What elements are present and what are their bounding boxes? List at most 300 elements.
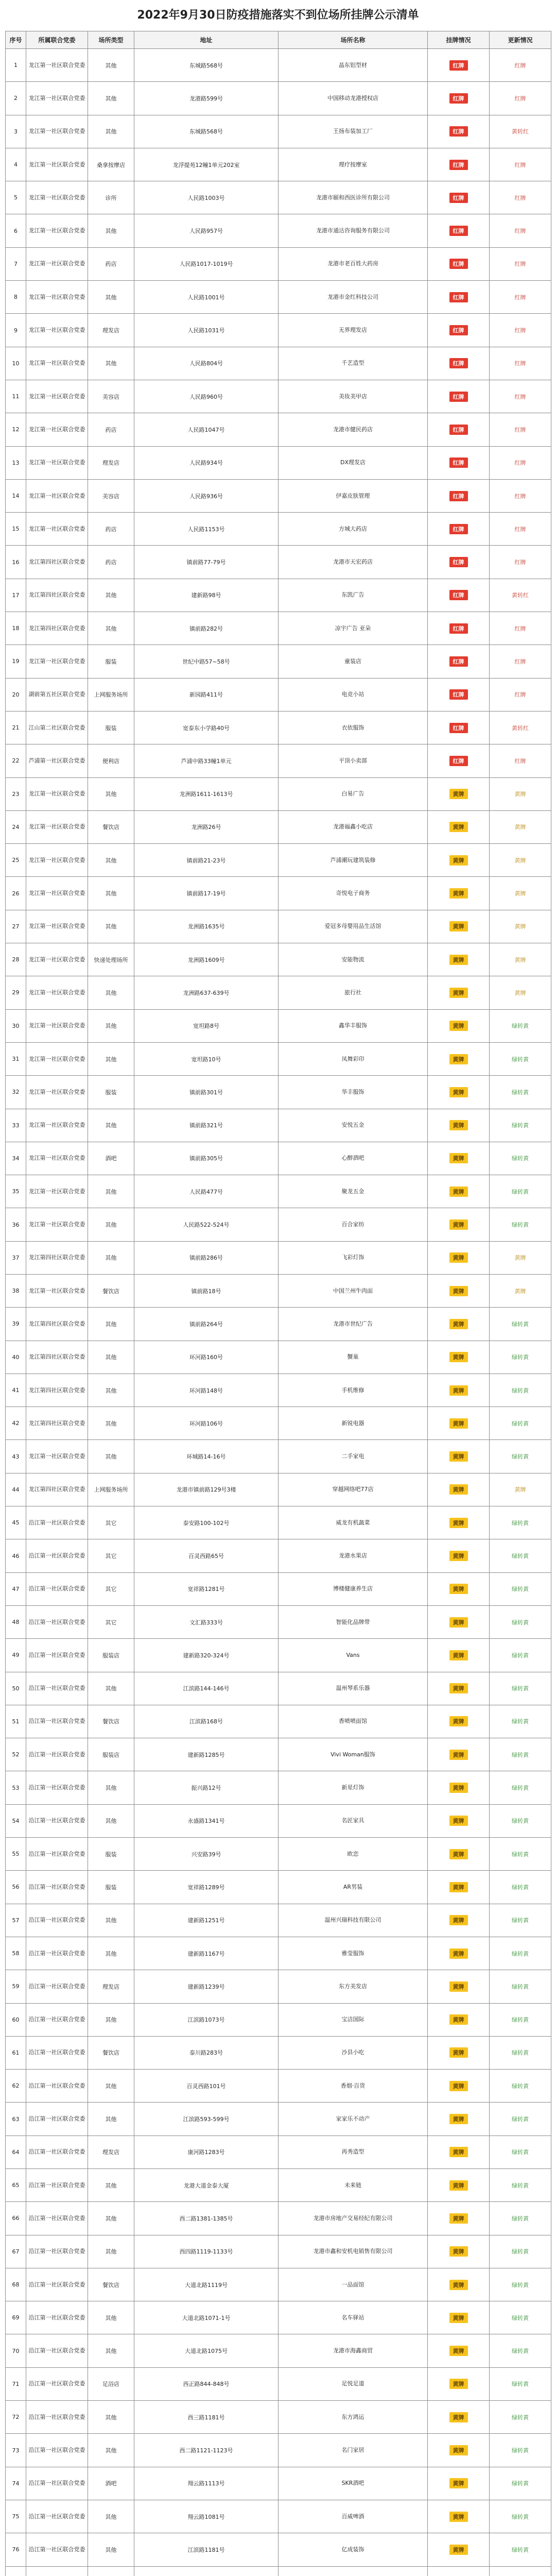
cell-name-text: Vans bbox=[346, 1651, 360, 1658]
cell-type bbox=[88, 2401, 134, 2434]
table-row bbox=[6, 1970, 551, 2003]
table-row bbox=[6, 810, 551, 843]
cell-no-text: 36 bbox=[12, 1221, 20, 1228]
cell-change bbox=[490, 1506, 551, 1539]
cell-name-text: 龙港市颐和西医诊所有限公司 bbox=[316, 194, 390, 201]
table-row bbox=[6, 2301, 551, 2334]
cell-type bbox=[88, 1175, 134, 1208]
cell-area-text: 沿江第一社区联合党委 bbox=[28, 2513, 85, 2520]
cell-area-text: 沿江第一社区联合党委 bbox=[28, 1917, 85, 1924]
cell-no bbox=[6, 711, 26, 744]
cell-no bbox=[6, 2401, 26, 2434]
cell-change-text: 绿转黄 bbox=[512, 1354, 529, 1361]
cell-type bbox=[88, 2500, 134, 2533]
cell-type-text: 其他 bbox=[105, 62, 117, 69]
cell-name bbox=[279, 645, 428, 678]
cell-area bbox=[26, 1175, 88, 1208]
cell-no bbox=[6, 281, 26, 314]
cell-name bbox=[279, 2169, 428, 2202]
yellow-badge: 黄牌 bbox=[449, 1484, 468, 1495]
cell-change-text: 绿转黄 bbox=[512, 2082, 529, 2090]
cell-name-text: 龙港市房地产交易经纪有限公司 bbox=[313, 2214, 393, 2222]
cell-address-text: 百灵西路101号 bbox=[186, 2082, 226, 2090]
cell-type bbox=[88, 678, 134, 711]
cell-type-text: 美容店 bbox=[102, 393, 119, 400]
cell-type bbox=[88, 1374, 134, 1406]
cell-change bbox=[490, 413, 551, 446]
cell-address-text: 东城路568号 bbox=[189, 62, 223, 69]
cell-type-text: 其他 bbox=[105, 1685, 117, 1692]
cell-area bbox=[26, 2301, 88, 2334]
cell-address-text: 龙港大道金泰大厦 bbox=[183, 2182, 229, 2189]
table-row bbox=[6, 1672, 551, 1705]
cell-name-text: 中国移动龙港授权店 bbox=[327, 94, 378, 101]
cell-change bbox=[490, 976, 551, 1009]
cell-type-text: 其他 bbox=[105, 2182, 117, 2189]
cell-name-text: 东凯广告 bbox=[341, 591, 364, 599]
cell-type bbox=[88, 1937, 134, 1970]
cell-name-text: DX理发店 bbox=[340, 459, 366, 466]
cell-type-text: 桑拿按摩店 bbox=[97, 161, 125, 168]
cell-no bbox=[6, 1308, 26, 1341]
cell-name-text: 温州琴系乐器 bbox=[336, 1685, 370, 1692]
cell-address bbox=[134, 214, 279, 247]
cell-type-text: 其他 bbox=[105, 2248, 117, 2256]
cell-name-text: 王扬布装加工厂 bbox=[333, 128, 373, 135]
cell-address-text: 人民路1001号 bbox=[187, 294, 225, 301]
yellow-badge: 黄牌 bbox=[449, 822, 468, 832]
cell-no-text: 71 bbox=[12, 2380, 20, 2387]
cell-address bbox=[134, 976, 279, 1009]
cell-change-text: 绿转黄 bbox=[512, 2546, 529, 2553]
cell-no-text: 29 bbox=[12, 989, 20, 996]
cell-no bbox=[6, 1937, 26, 1970]
cell-type-text: 服装店 bbox=[102, 1652, 119, 1659]
cell-address bbox=[134, 2070, 279, 2103]
cell-area bbox=[26, 347, 88, 380]
cell-badge bbox=[428, 1142, 490, 1175]
cell-change bbox=[490, 1804, 551, 1837]
table-row bbox=[6, 1076, 551, 1109]
cell-no-text: 16 bbox=[12, 558, 20, 566]
cell-address-text: 西二路1121-1123号 bbox=[179, 2447, 233, 2454]
cell-address bbox=[134, 2334, 279, 2367]
cell-name-text: 温州兴瑞科技有限公司 bbox=[324, 1917, 381, 1924]
cell-address-text: 环城路14-16号 bbox=[186, 1453, 226, 1461]
yellow-badge: 黄牌 bbox=[449, 2047, 468, 2058]
yellow-badge: 黄牌 bbox=[449, 2147, 468, 2157]
cell-address bbox=[134, 678, 279, 711]
cell-type bbox=[88, 2367, 134, 2400]
cell-badge bbox=[428, 2070, 490, 2103]
cell-change bbox=[490, 1672, 551, 1705]
cell-change-text: 红牌 bbox=[514, 393, 526, 400]
cell-address-text: 世纪中路57~58号 bbox=[182, 658, 230, 665]
cell-area bbox=[26, 1407, 88, 1440]
cell-badge bbox=[428, 1208, 490, 1241]
cell-area bbox=[26, 49, 88, 82]
cell-name bbox=[279, 1374, 428, 1406]
cell-no-text: 47 bbox=[12, 1585, 20, 1592]
cell-change bbox=[490, 1838, 551, 1871]
table-row bbox=[6, 2434, 551, 2467]
cell-area-text: 沿江第一社区联合党委 bbox=[28, 1950, 85, 1957]
cell-address-text: 西正路844-848号 bbox=[183, 2381, 230, 2388]
cell-type-text: 其它 bbox=[105, 1553, 117, 1560]
cell-no-text: 17 bbox=[12, 591, 20, 599]
cell-no-text: 58 bbox=[12, 1950, 20, 1957]
cell-address bbox=[134, 1970, 279, 2003]
yellow-badge: 黄牌 bbox=[449, 1617, 468, 1628]
cell-badge bbox=[428, 446, 490, 479]
cell-no bbox=[6, 877, 26, 910]
cell-no-text: 42 bbox=[12, 1420, 20, 1427]
table-row bbox=[6, 281, 551, 314]
cell-type-text: 药店 bbox=[105, 426, 117, 433]
cell-name bbox=[279, 413, 428, 446]
cell-badge bbox=[428, 2268, 490, 2301]
cell-type bbox=[88, 1042, 134, 1075]
cell-change-text: 绿转黄 bbox=[512, 2314, 529, 2321]
cell-area-text: 龙江第四社区联合党委 bbox=[28, 1353, 85, 1361]
cell-name bbox=[279, 810, 428, 843]
cell-no bbox=[6, 380, 26, 413]
cell-badge bbox=[428, 1672, 490, 1705]
cell-name bbox=[279, 2003, 428, 2036]
cell-address-text: 镇前路18号 bbox=[191, 1287, 221, 1295]
cell-change-text: 黄牌 bbox=[514, 890, 526, 897]
table-row bbox=[6, 2169, 551, 2202]
cell-area-text: 龙江第一社区联合党委 bbox=[28, 194, 85, 201]
cell-name bbox=[279, 1738, 428, 1771]
cell-badge bbox=[428, 479, 490, 512]
cell-no-text: 40 bbox=[12, 1353, 20, 1361]
cell-badge bbox=[428, 214, 490, 247]
cell-name-text: 凉宇广告 亚朵 bbox=[335, 624, 371, 632]
cell-no bbox=[6, 1506, 26, 1539]
cell-type-text: 其它 bbox=[105, 1519, 117, 1527]
cell-no-text: 24 bbox=[12, 823, 20, 831]
cell-type-text: 其他 bbox=[105, 857, 117, 864]
cell-badge bbox=[428, 943, 490, 976]
table-row bbox=[6, 2268, 551, 2301]
cell-change bbox=[490, 678, 551, 711]
cell-name bbox=[279, 479, 428, 512]
cell-change-text: 绿转黄 bbox=[512, 1950, 529, 1957]
cell-name-text: 中国兰州牛肉面 bbox=[333, 1287, 373, 1294]
cell-change bbox=[490, 115, 551, 148]
cell-address bbox=[134, 1308, 279, 1341]
yellow-badge: 黄牌 bbox=[449, 2445, 468, 2455]
cell-change-text: 黄牌 bbox=[514, 1255, 526, 1262]
cell-area-text: 沿江第一社区联合党委 bbox=[28, 1618, 85, 1625]
cell-area-text: 湖前第五社区联合党委 bbox=[28, 691, 85, 698]
cell-change-text: 黄牌 bbox=[514, 989, 526, 996]
cell-badge bbox=[428, 2169, 490, 2202]
cell-area-text: 沿江第一社区联合党委 bbox=[28, 2082, 85, 2089]
cell-address-text: 人民路1017-1019号 bbox=[179, 261, 233, 268]
cell-name bbox=[279, 1274, 428, 1307]
cell-type-text: 服装 bbox=[105, 724, 117, 732]
cell-address-text: 镇前路286号 bbox=[189, 1255, 223, 1262]
cell-address bbox=[134, 181, 279, 214]
cell-area bbox=[26, 744, 88, 777]
cell-address bbox=[134, 744, 279, 777]
cell-name bbox=[279, 1705, 428, 1738]
cell-area-text: 龙江第一社区联合党委 bbox=[28, 1022, 85, 1029]
cell-name-text: 爱冠多母婴用品生活馆 bbox=[324, 923, 381, 930]
cell-change-text: 绿转黄 bbox=[512, 2414, 529, 2421]
cell-name-text: 龙港市通达咨询服务有限公司 bbox=[316, 227, 390, 234]
cell-type-text: 便利店 bbox=[102, 757, 119, 765]
cell-badge bbox=[428, 513, 490, 546]
cell-type bbox=[88, 744, 134, 777]
cell-change-text: 红牌 bbox=[514, 625, 526, 632]
red-badge: 红牌 bbox=[449, 226, 468, 236]
cell-name-text: 理疗按摩室 bbox=[339, 161, 367, 168]
cell-area-text: 龙江第一社区联合党委 bbox=[28, 525, 85, 532]
cell-type bbox=[88, 1109, 134, 1142]
cell-type bbox=[88, 2467, 134, 2500]
cell-area bbox=[26, 281, 88, 314]
cell-type bbox=[88, 2103, 134, 2136]
cell-change bbox=[490, 148, 551, 181]
cell-name bbox=[279, 2334, 428, 2367]
cell-no-text: 34 bbox=[12, 1155, 20, 1162]
cell-area bbox=[26, 579, 88, 612]
cell-name bbox=[279, 2136, 428, 2168]
cell-type bbox=[88, 1639, 134, 1672]
cell-type-text: 餐饮店 bbox=[102, 2281, 119, 2289]
cell-type bbox=[88, 2566, 134, 2576]
cell-no bbox=[6, 1440, 26, 1473]
cell-type-text: 其他 bbox=[105, 1387, 117, 1394]
cell-change-text: 绿转黄 bbox=[512, 2182, 529, 2189]
cell-no-text: 76 bbox=[12, 2546, 20, 2553]
cell-name bbox=[279, 1208, 428, 1241]
table-row bbox=[6, 579, 551, 612]
cell-address bbox=[134, 877, 279, 910]
cell-badge bbox=[428, 2500, 490, 2533]
table-row bbox=[6, 645, 551, 678]
cell-no-text: 61 bbox=[12, 2049, 20, 2056]
cell-no bbox=[6, 645, 26, 678]
cell-address bbox=[134, 1672, 279, 1705]
header-address: 地址 bbox=[134, 31, 279, 49]
cell-area-text: 龙江第一社区联合党委 bbox=[28, 327, 85, 334]
cell-area bbox=[26, 2533, 88, 2566]
cell-name-text: 龙港水果店 bbox=[339, 1552, 367, 1559]
cell-address-text: 镇前路17-19号 bbox=[186, 890, 226, 897]
cell-name-text: 威龙有机蔬菜 bbox=[336, 1519, 370, 1526]
cell-type-text: 其他 bbox=[105, 2348, 117, 2355]
cell-area bbox=[26, 1771, 88, 1804]
cell-area-text: 龙江第一社区联合党委 bbox=[28, 1221, 85, 1228]
cell-no-text: 70 bbox=[12, 2347, 20, 2354]
cell-no bbox=[6, 777, 26, 810]
table-row bbox=[6, 2003, 551, 2036]
cell-change-text: 红牌 bbox=[514, 261, 526, 268]
cell-no-text: 18 bbox=[12, 625, 20, 632]
cell-address-text: 镇前路301号 bbox=[189, 1089, 223, 1096]
cell-type-text: 其他 bbox=[105, 2016, 117, 2024]
cell-change bbox=[490, 2036, 551, 2069]
cell-no bbox=[6, 1274, 26, 1307]
cell-name-text: 雅莹服饰 bbox=[341, 1950, 364, 1957]
cell-change bbox=[490, 645, 551, 678]
cell-area-text: 龙江第一社区联合党委 bbox=[28, 1055, 85, 1062]
cell-change-text: 黄转红 bbox=[512, 724, 529, 732]
yellow-badge: 黄牌 bbox=[449, 2512, 468, 2522]
cell-change bbox=[490, 1341, 551, 1374]
cell-type-text: 其他 bbox=[105, 2447, 117, 2454]
cell-type-text: 其他 bbox=[105, 1320, 117, 1328]
cell-area bbox=[26, 1341, 88, 1374]
cell-no-text: 35 bbox=[12, 1188, 20, 1195]
cell-change-text: 绿转黄 bbox=[512, 1652, 529, 1659]
cell-no-text: 7 bbox=[14, 260, 18, 267]
cell-type bbox=[88, 214, 134, 247]
cell-area-text: 沿江第一社区联合党委 bbox=[28, 1982, 85, 1990]
cell-name bbox=[279, 2533, 428, 2566]
yellow-badge: 黄牌 bbox=[449, 1716, 468, 1726]
cell-no bbox=[6, 479, 26, 512]
cell-change bbox=[490, 1308, 551, 1341]
cell-change-text: 黄牌 bbox=[514, 956, 526, 963]
cell-change-text: 红牌 bbox=[514, 559, 526, 566]
cell-no bbox=[6, 1109, 26, 1142]
cell-badge bbox=[428, 2566, 490, 2576]
cell-type-text: 药店 bbox=[105, 559, 117, 566]
cell-address-text: 人民路1153号 bbox=[187, 526, 225, 533]
cell-no bbox=[6, 181, 26, 214]
cell-change-text: 绿转黄 bbox=[512, 1023, 529, 1030]
cell-change-text: 绿转黄 bbox=[512, 2381, 529, 2388]
cell-name-text: 平顶小卖部 bbox=[339, 757, 367, 764]
cell-no bbox=[6, 115, 26, 148]
cell-name-text: 电竞小站 bbox=[341, 691, 364, 698]
cell-change bbox=[490, 2202, 551, 2235]
cell-change bbox=[490, 1208, 551, 1241]
cell-area bbox=[26, 314, 88, 347]
table-row bbox=[6, 1308, 551, 1341]
cell-badge bbox=[428, 247, 490, 280]
cell-area bbox=[26, 1738, 88, 1771]
table-row bbox=[6, 2103, 551, 2136]
cell-no-text: 68 bbox=[12, 2281, 20, 2289]
cell-type-text: 酒吧 bbox=[105, 1155, 117, 1162]
cell-area-text: 沿江第一社区联合党委 bbox=[28, 1552, 85, 1559]
cell-no-text: 8 bbox=[14, 294, 18, 301]
cell-area-text: 龙江第一社区联合党委 bbox=[28, 260, 85, 267]
cell-no-text: 46 bbox=[12, 1552, 20, 1560]
cell-address bbox=[134, 115, 279, 148]
cell-area bbox=[26, 1440, 88, 1473]
cell-change-text: 绿转黄 bbox=[512, 1155, 529, 1162]
cell-no bbox=[6, 247, 26, 280]
cell-area bbox=[26, 1274, 88, 1307]
cell-no-text: 31 bbox=[12, 1056, 20, 1063]
cell-area-text: 沿江第一社区联合党委 bbox=[28, 2314, 85, 2321]
cell-address bbox=[134, 546, 279, 579]
cell-address bbox=[134, 1440, 279, 1473]
cell-address-text: 人民路1003号 bbox=[187, 194, 225, 201]
cell-badge bbox=[428, 281, 490, 314]
cell-no bbox=[6, 1142, 26, 1175]
cell-change bbox=[490, 2136, 551, 2168]
cell-name-text: 沙县小吃 bbox=[341, 2049, 364, 2056]
cell-address bbox=[134, 1506, 279, 1539]
cell-change-text: 红牌 bbox=[514, 62, 526, 69]
cell-type bbox=[88, 281, 134, 314]
cell-change-text: 红牌 bbox=[514, 658, 526, 665]
cell-no bbox=[6, 314, 26, 347]
cell-address-text: 龙港路599号 bbox=[189, 95, 223, 102]
yellow-badge: 黄牌 bbox=[449, 1683, 468, 1693]
table-row bbox=[6, 413, 551, 446]
cell-address-text: 文汇路333号 bbox=[189, 1619, 223, 1626]
cell-name bbox=[279, 1407, 428, 1440]
table-row bbox=[6, 347, 551, 380]
cell-no-text: 64 bbox=[12, 2148, 20, 2156]
cell-change-text: 绿转黄 bbox=[512, 1056, 529, 1063]
cell-area-text: 龙江第一社区联合党委 bbox=[28, 1155, 85, 1162]
table-row bbox=[6, 214, 551, 247]
cell-area-text: 沿江第一社区联合党委 bbox=[28, 1883, 85, 1890]
cell-address bbox=[134, 1274, 279, 1307]
cell-no-text: 23 bbox=[12, 790, 20, 798]
cell-change-text: 红牌 bbox=[514, 426, 526, 433]
cell-type bbox=[88, 380, 134, 413]
cell-no bbox=[6, 678, 26, 711]
cell-type-text: 其他 bbox=[105, 592, 117, 599]
cell-type-text: 其他 bbox=[105, 1122, 117, 1129]
cell-change-text: 红牌 bbox=[514, 194, 526, 201]
red-badge: 红牌 bbox=[449, 392, 468, 402]
cell-address-text: 泰川路283号 bbox=[189, 2049, 223, 2057]
yellow-badge: 黄牌 bbox=[449, 1087, 468, 1097]
cell-address bbox=[134, 2003, 279, 2036]
cell-area bbox=[26, 513, 88, 546]
cell-type-text: 餐饮店 bbox=[102, 2049, 119, 2057]
red-badge: 红牌 bbox=[449, 292, 468, 302]
cell-area bbox=[26, 2169, 88, 2202]
cell-change bbox=[490, 314, 551, 347]
cell-name bbox=[279, 877, 428, 910]
cell-type bbox=[88, 181, 134, 214]
cell-badge bbox=[428, 2334, 490, 2367]
cell-name-text: 欧恋 bbox=[347, 1850, 359, 1857]
cell-name bbox=[279, 976, 428, 1009]
cell-area-text: 龙江第一社区联合党委 bbox=[28, 94, 85, 101]
cell-area-text: 沿江第一社区联合党委 bbox=[28, 2181, 85, 2189]
yellow-badge: 黄牌 bbox=[449, 955, 468, 965]
cell-area bbox=[26, 1506, 88, 1539]
cell-area bbox=[26, 546, 88, 579]
cell-address bbox=[134, 1904, 279, 1937]
cell-change-text: 绿转黄 bbox=[512, 2016, 529, 2024]
cell-address bbox=[134, 1838, 279, 1871]
yellow-badge: 黄牌 bbox=[449, 1054, 468, 1064]
cell-no bbox=[6, 943, 26, 976]
cell-badge bbox=[428, 347, 490, 380]
cell-area-text: 沿江第一社区联合党委 bbox=[28, 1784, 85, 1791]
cell-area-text: 沿江第一社区联合党委 bbox=[28, 1718, 85, 1725]
cell-address bbox=[134, 2136, 279, 2168]
cell-no bbox=[6, 1374, 26, 1406]
cell-no-text: 57 bbox=[12, 1917, 20, 1924]
cell-type bbox=[88, 2334, 134, 2367]
